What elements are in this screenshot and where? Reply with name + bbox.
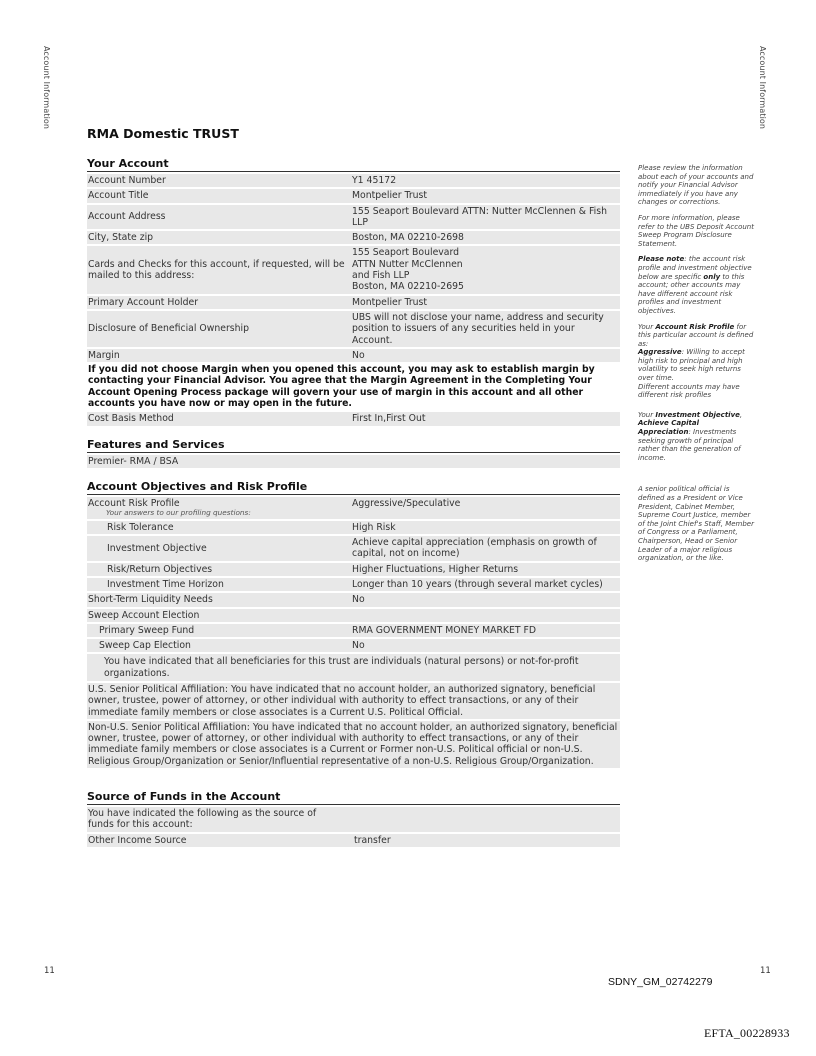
row-value: Longer than 10 years (through several market cycles) bbox=[352, 578, 603, 590]
your-account-table bbox=[87, 174, 620, 362]
row-label: City, State zip bbox=[88, 232, 154, 244]
page-number-left: 11 bbox=[44, 966, 55, 976]
note-review: Please review the information about each of your accounts and notify your Financial Advisor immediately if you have any changes or corrections. bbox=[638, 164, 754, 207]
row-label: Other Income Source bbox=[88, 834, 187, 846]
us-political-affiliation: U.S. Senior Political Affiliation: You have indicated that no account holder, an authorized signatory, beneficial owner, trustee, power of attorney, or other individual with authority to effect transactions, or any of their immediate family members or close associates is a Current U.S. Political Official. bbox=[87, 683, 620, 719]
row-value: Montpelier Trust bbox=[352, 190, 428, 202]
row-value: transfer bbox=[354, 834, 391, 846]
table-row bbox=[87, 205, 620, 230]
sidebar-notes bbox=[638, 164, 754, 570]
row-value: High Risk bbox=[352, 521, 396, 533]
row-label: Primary Account Holder bbox=[88, 296, 199, 308]
row-value: 155 Seaport Boulevard ATTN Nutter McClennen and Fish LLP Boston, MA 02210-2695 bbox=[352, 247, 464, 293]
row-value: Aggressive/Speculative bbox=[352, 497, 461, 509]
page-title: RMA Domestic TRUST bbox=[87, 126, 239, 141]
table-row bbox=[87, 807, 620, 832]
beneficiaries-statement: You have indicated that all beneficiaries for this trust are individuals (natural persons) or not-for-profit organizations. bbox=[87, 654, 620, 681]
row-value: No bbox=[352, 349, 365, 361]
row-label: Investment Time Horizon bbox=[107, 578, 224, 590]
side-label-right: Account Information bbox=[758, 46, 767, 130]
row-label: Primary Sweep Fund bbox=[99, 624, 195, 636]
row-value: Montpelier Trust bbox=[352, 296, 428, 308]
note-more-info: For more information, please refer to the UBS Deposit Account Sweep Program Disclosure Statement. bbox=[638, 213, 754, 248]
table-row bbox=[87, 563, 620, 576]
note-different-profiles: Different accounts may have different risk profiles bbox=[638, 382, 740, 400]
table-row bbox=[87, 521, 620, 534]
profiling-note: Your answers to our profiling questions: bbox=[106, 508, 251, 518]
row-value: 155 Seaport Boulevard ATTN: Nutter McClennen & Fish LLP bbox=[352, 205, 607, 228]
table-row bbox=[87, 231, 620, 244]
row-label: Disclosure of Beneficial Ownership bbox=[88, 323, 249, 335]
source-of-funds-heading: Source of Funds in the Account bbox=[87, 790, 620, 805]
feature-item: Premier- RMA / BSA bbox=[88, 455, 179, 467]
sweep-election bbox=[87, 624, 620, 653]
row-label: Short-Term Liquidity Needs bbox=[88, 594, 213, 606]
row-value: Achieve capital appreciation (emphasis on growth of capital, not on income) bbox=[352, 537, 597, 560]
row-label: Cards and Checks for this account, if requested, will be mailed to this address: bbox=[88, 258, 345, 282]
table-row bbox=[87, 639, 620, 652]
row-value: UBS will not disclose your name, address and security position to issuers of any securities held in your Account. bbox=[352, 311, 604, 346]
table-row bbox=[87, 834, 620, 847]
row-label: Investment Objective bbox=[107, 542, 207, 554]
row-label: Sweep Cap Election bbox=[99, 640, 191, 652]
table-row bbox=[87, 296, 620, 309]
row-label: Risk/Return Objectives bbox=[107, 563, 213, 575]
row-value: RMA GOVERNMENT MONEY MARKET FD bbox=[352, 624, 537, 636]
sweep-label: Sweep Account Election bbox=[88, 609, 200, 621]
table-row bbox=[87, 412, 620, 425]
table-row bbox=[87, 455, 620, 468]
row-value: Boston, MA 02210-2698 bbox=[352, 232, 464, 244]
table-row bbox=[87, 497, 620, 519]
efta-number: EFTA_00228933 bbox=[704, 1026, 790, 1040]
table-row bbox=[87, 593, 620, 606]
row-value: No bbox=[352, 594, 365, 606]
row-value: First In,First Out bbox=[352, 413, 426, 425]
table-row bbox=[87, 609, 620, 622]
table-row bbox=[87, 246, 620, 293]
features-heading: Features and Services bbox=[87, 438, 620, 453]
note-please-note: Please note: the account risk profile and investment objective below are specific only to this account; other accounts may have different account risk profiles and investment objectives. bbox=[638, 255, 752, 315]
row-label: Account Number bbox=[88, 175, 166, 186]
account-info-main bbox=[87, 126, 620, 849]
row-value: No bbox=[352, 640, 365, 652]
note-risk-profile: Your Account Risk Profile for this particular account is defined as: bbox=[638, 322, 754, 348]
objectives-heading: Account Objectives and Risk Profile bbox=[87, 480, 620, 495]
row-label: Margin bbox=[88, 349, 120, 361]
table-row bbox=[87, 578, 620, 591]
row-label: Account Risk Profile bbox=[88, 497, 180, 509]
table-row bbox=[87, 189, 620, 202]
row-value: Higher Fluctuations, Higher Returns bbox=[352, 563, 519, 575]
table-row bbox=[87, 311, 620, 347]
row-label: Account Title bbox=[88, 190, 149, 202]
row-value: Y1 45172 bbox=[352, 175, 397, 186]
bates-number: SDNY_GM_02742279 bbox=[608, 976, 713, 988]
non-us-political-affiliation: Non-U.S. Senior Political Affiliation: You have indicated that no account holder, an authorized signatory, beneficial owner, trustee, power of attorney, or other individual with authority to effect transactions, or any of their immediate family members or close associates is a Current or Former non-U.S. Political official or non-U.S. Religious Group/Organization or Senior/Influential representative of a non-U.S. Religious Group/Organization. bbox=[87, 721, 620, 768]
note-aggressive: Aggressive: Willing to accept high risk to principal and high volatility to seek high returns over time. bbox=[638, 348, 745, 383]
row-label: Account Address bbox=[88, 211, 166, 223]
row-label: Risk Tolerance bbox=[107, 521, 174, 533]
table-row bbox=[87, 349, 620, 362]
table-row bbox=[87, 624, 620, 637]
row-label: Cost Basis Method bbox=[88, 413, 174, 425]
profiling-answers bbox=[87, 521, 620, 591]
table-row bbox=[87, 174, 620, 187]
your-account-heading: Your Account bbox=[87, 157, 620, 172]
table-row bbox=[87, 536, 620, 561]
note-senior-official: A senior political official is defined as a President or Vice President, Cabinet Member, Supreme Court Justice, member of the Joint Chief's Staff, Member of Congress or a Parliament, Chairperson, Head or Senior Leader of a major religious organization, or the like. bbox=[638, 485, 754, 563]
note-investment-objective: Your Investment Objective, Achieve Capital Appreciation: Investments seeking growth of principal rather than the generation of income. bbox=[638, 410, 743, 462]
margin-notice: If you did not choose Margin when you opened this account, you may ask to establish margin by contacting your Financial Advisor. You agree that the Margin Agreement in the Completing Your Account Opening Process package will govern your use of margin in this account and all other accounts you have now or may open in the future. bbox=[88, 364, 595, 410]
source-intro: You have indicated the following as the source of funds for this account: bbox=[88, 808, 317, 831]
side-label-left: Account Information bbox=[42, 46, 51, 130]
page-number-right: 11 bbox=[760, 966, 771, 976]
